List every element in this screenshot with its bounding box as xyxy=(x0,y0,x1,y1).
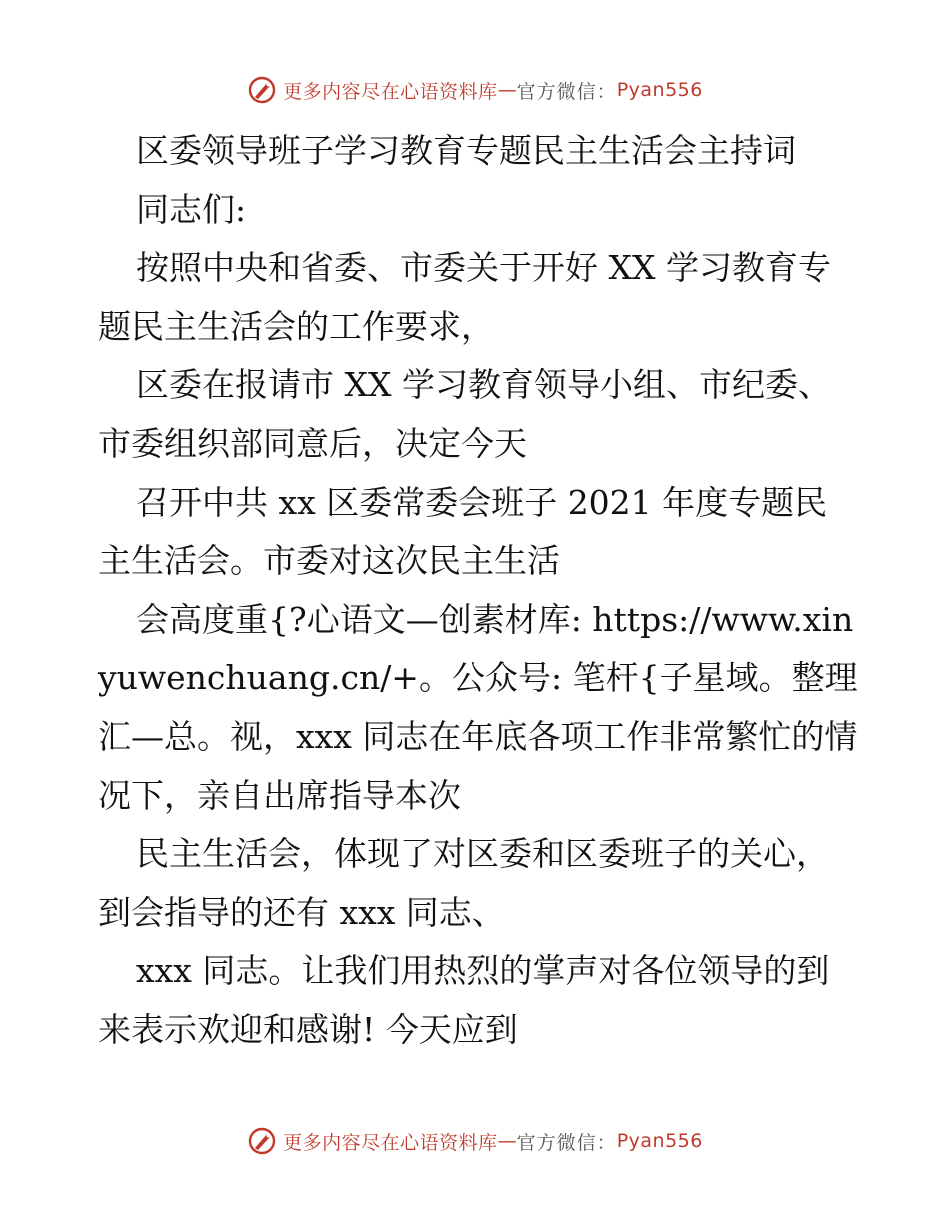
paragraph: 召开中共 xx 区委常委会班子 2021 年度专题民主生活会。市委对这次民主生活 xyxy=(98,482,828,581)
watermark-dash: — xyxy=(497,79,517,101)
watermark-dash: — xyxy=(497,1130,517,1152)
pen-logo-icon xyxy=(247,1126,277,1156)
paragraph: xxx 同志。让我们用热烈的掌声对各位领导的到来表示欢迎和感谢! 今天应到 xyxy=(98,951,830,1049)
paragraph: 民主生活会，体现了对区委和区委班子的关心，到会指导的还有 xxx 同志、 xyxy=(98,834,829,932)
watermark-header xyxy=(0,72,950,108)
watermark-footer xyxy=(0,1123,950,1159)
watermark-main-text: 更多内容尽在心语资料库 xyxy=(283,80,498,103)
paragraph: 同志们: xyxy=(136,189,247,229)
paragraph: 区委在报请市 XX 学习教育领导小组、市纪委、市委组织部同意后，决定今天 xyxy=(98,365,831,463)
watermark-wechat-id: Pyan556 xyxy=(616,79,703,101)
paragraph: 会高度重{?心语文—创素材库: https://www.xinyuwenchuang.cn/+。公众号: 笔杆{子星域。整理汇—总。视，xxx 同志在年底各项工作非常繁忙的情况下，亲自出席指导本次 xyxy=(98,599,858,815)
watermark-wechat-id: Pyan556 xyxy=(616,1130,703,1152)
paragraph: 按照中央和省委、市委关于开好 XX 学习教育专题民主生活会的工作要求， xyxy=(98,248,831,346)
document-body xyxy=(98,122,858,1060)
pen-logo-icon xyxy=(247,75,277,105)
watermark-main-text: 更多内容尽在心语资料库 xyxy=(283,1131,498,1154)
document-title: 区委领导班子学习教育专题民主生活会主持词 xyxy=(136,131,796,170)
watermark-sub-text: 官方微信： xyxy=(516,80,617,103)
watermark-sub-text: 官方微信： xyxy=(516,1131,617,1154)
